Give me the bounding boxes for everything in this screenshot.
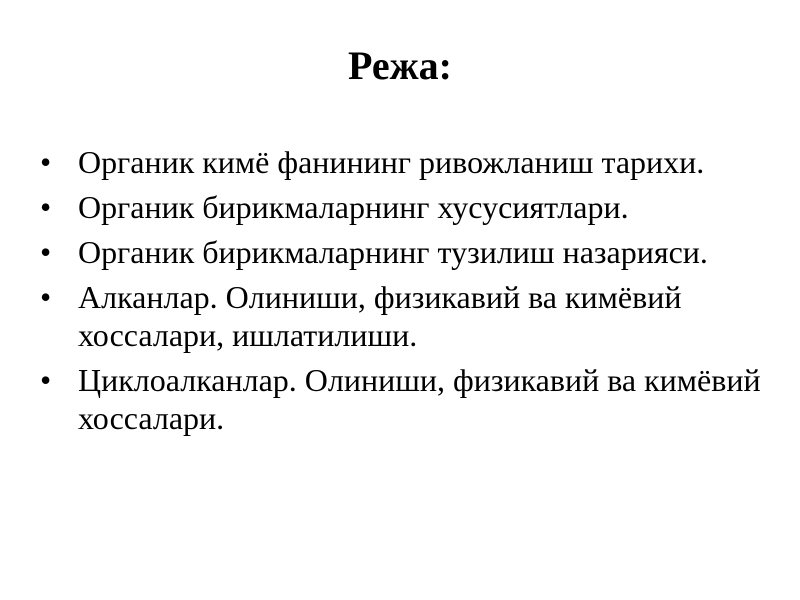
bullet-item xyxy=(40,143,770,181)
bullet-item xyxy=(40,278,770,354)
bullet-icon: • xyxy=(40,144,52,180)
bullet-icon: • xyxy=(40,189,52,225)
bullet-list xyxy=(40,143,770,444)
bullet-text: Циклоалканлар. Олиниши, физикавий ва кимёвий хоссалари. xyxy=(78,362,761,436)
bullet-item xyxy=(40,361,770,437)
bullet-icon: • xyxy=(40,362,52,398)
bullet-item xyxy=(40,188,770,226)
bullet-text: Органик бирикмаларнинг хусусиятлари. xyxy=(78,189,629,225)
bullet-text: Органик кимё фанининг ривожланиш тарихи. xyxy=(78,144,705,180)
bullet-text: Алканлар. Олиниши, физикавий ва кимёвий хоссалари, ишлатилиши. xyxy=(78,279,682,353)
bullet-text: Органик бирикмаларнинг тузилиш назарияси. xyxy=(78,234,708,270)
bullet-icon: • xyxy=(40,279,52,315)
bullet-item xyxy=(40,233,770,271)
slide-title: Режа: xyxy=(348,43,452,88)
bullet-icon: • xyxy=(40,234,52,270)
